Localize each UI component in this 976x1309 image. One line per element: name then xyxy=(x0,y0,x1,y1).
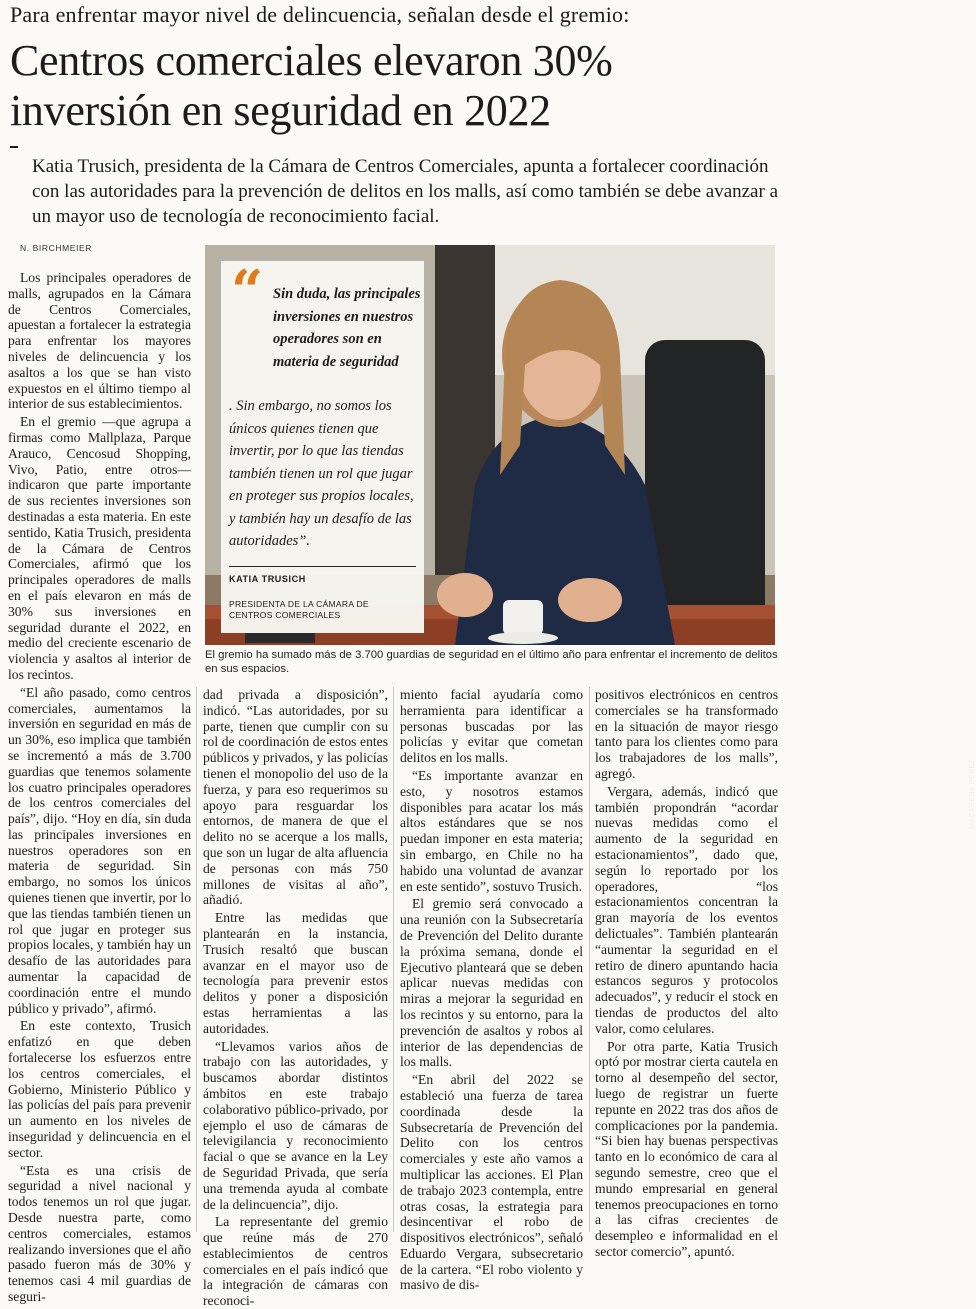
paragraph: Los principales operadores de malls, agrupados en la Cámara de Centros Comerciales, apuestan a fortalecer la estrategia para enfrentar los mayores niveles de delincuencia y los asaltos a los que se han visto expuestos en el último tiempo al interior de sus establecimientos. xyxy=(8,270,191,412)
paragraph: “En abril del 2022 se estableció una fuerza de tarea coordinada desde la Subsecretaría de Prevención del Delito con los centros comerciales y este año vamos a multiplicar las acciones. El Plan de trabajo 2023 contempla, entre otras cosas, la estrategia para desincentivar el robo de dispositivos electrónicos”, señaló Eduardo Vergara, subsecretario de la cartera. “El robo violento y masivo de dis- xyxy=(400,1072,583,1293)
article-headline: Centros comerciales elevaron 30% inversión en seguridad en 2022 xyxy=(10,36,613,135)
paragraph: Vergara, además, indicó que también propondrán “acordar nuevas medidas como el aumento de la seguridad en estacionamientos”, dado que, según lo reportado por los operadores, “los estacionamientos concentran la gran mayoría de los eventos delictuales”. También plantearán “aumentar la seguridad en el retiro de dinero apuntando hacia estancos seguros y protocolos adecuados”, y reducir el stock en tiendas de productos del alto valor, como celulares. xyxy=(595,783,778,1036)
paragraph: El gremio será convocado a una reunión con la Subsecretaría de Prevención del Delito durante la próxima semana, donde el Ejecutivo planteará que se deben aplicar nuevas medidas con miras a mejorar la seguridad en los recintos y su entorno, para la prevención de asaltos y robos al interior de las dependencias de los malls. xyxy=(400,896,583,1070)
quote-emphasis: Sin duda, las principales inversiones en nuestros operadores son en materia de seguridad xyxy=(273,286,421,370)
paragraph: dad privada a disposición”, indicó. “Las autoridades, por su parte, tienen que cumplir con su rol de coordinación de estos entes públicos y privados, y las policías tienen el monopolio del uso de la fuerza, y para eso requerimos su apoyo para resguardar los entornos, de manera de que el delito no se acerque a los malls, que son un lugar de alta afluencia de personas con más 750 millones de visitas al año”, añadió. xyxy=(203,687,388,908)
quote-text-bold xyxy=(273,283,421,373)
body-column-3 xyxy=(400,687,583,1293)
column-divider xyxy=(589,687,590,1232)
column-divider xyxy=(196,687,197,1232)
paragraph: miento facial ayudaría como herramienta para identificar a personas buscadas por las policías y evitar que cometan delitos en los malls. xyxy=(400,687,583,766)
photo-caption: El gremio ha sumado más de 3.700 guardias de seguridad en el último año para enfrentar el incremento de delitos en sus espacios. xyxy=(205,649,778,675)
paragraph: Entre las medidas que plantearán en la instancia, Trusich resaltó que buscan avanzar en el mayor uso de tecnología para prevenir estos delitos y poner a disposición estas herramientas a las autoridades. xyxy=(203,910,388,1036)
column-divider xyxy=(393,687,394,1232)
quote-text: . Sin embargo, no somos los únicos quienes tienen que invertir, por lo que las tiendas también tienen un rol que jugar en proteger sus propios locales, y también hay un desafío de las autoridades”. xyxy=(229,398,414,549)
paragraph: “Esta es una crisis de seguridad a nivel nacional y todos tenemos un rol que jugar. Desde nuestra parte, como centros comerciales, estamos realizando inversiones que el año pasado fueron más de 30% y tenemos casi 4 mil guardias de seguri- xyxy=(8,1162,191,1304)
paragraph: “El año pasado, como centros comerciales, aumentamos la inversión en seguridad en más de un 30%, eso implica que también se incrementó a más de 3.700 guardias que tenemos solamente los cuatro principales operadores de los centros comerciales del país”, dijo. “Hoy en día, sin duda las principales inversiones en nuestros operadores son en materia de seguridad. Sin embargo, no somos los únicos quienes tienen que invertir, por lo que las tiendas también tienen un rol que jugar en proteger sus propios locales, y también hay un desafío de las autoridades para aumentar la capacidad de coordinación entre el mundo público y privado”, afirmó. xyxy=(8,684,191,1016)
quote-author-role: PRESIDENTA DE LA CÁMARA DE CENTROS COMERCIALES xyxy=(229,599,369,620)
paragraph: En este contexto, Trusich enfatizó en que deben fortalecerse los esfuerzos entre los centros comerciales, el Gobierno, Ministerio Público y las policías del país para prevenir un aumento en los niveles de inseguridad y delincuencia en el sector. xyxy=(8,1018,191,1160)
byline: N. BIRCHMEIER xyxy=(20,243,93,253)
paragraph: Por otra parte, Katia Trusich optó por mostrar cierta cautela en torno al desempeño del sector, luego de registrar un fuerte repunte en 2022 tras dos años de complicaciones por la pandemia. “Si bien hay buenas perspectivas tanto en lo económico de cara al segundo semestre, creo que el mundo empresarial en general tenemos preocupaciones en torno a las cifras crecientes de desempleo e informalidad en el sector comercio”, apuntó. xyxy=(595,1038,778,1259)
paragraph: La representante del gremio que reúne más de 270 establecimientos de centros comerciales en el país indicó que la integración de cámaras con reconoci- xyxy=(203,1214,388,1309)
paragraph: “Llevamos varios años de trabajo con las autoridades, y buscamos abordar distintos ámbitos en este trabajo colaborativo público-privado, por ejemplo el uso de cámaras de televigilancia y reconocimiento facial o que se avance en la Ley de Seguridad Privada, que sería una tremenda ayuda al combate de la delincuencia”, dijo. xyxy=(203,1038,388,1212)
body-column-2 xyxy=(203,687,388,1309)
lead-marker xyxy=(10,146,18,148)
article-kicker: Para enfrentar mayor nivel de delincuencia, señalan desde el gremio: xyxy=(10,2,630,27)
paragraph: En el gremio —que agrupa a firmas como Mallplaza, Parque Arauco, Cencosud Shopping, Vivo, Patio, entre otros— indicaron que parte importante de sus recientes inversiones son destinadas a esta materia. En este sentido, Katia Trusich, presidenta de la Cámara de Centros Comerciales, afirmó que los principales operadores de malls en el país elevaron en más de 30% sus inversiones en seguridad durante el 2022, en medio del creciente escenario de violencia y asaltos al interior de los recintos. xyxy=(8,414,191,682)
quote-author: KATIA TRUSICH xyxy=(229,574,306,584)
quote-divider xyxy=(229,566,416,567)
paragraph: “Es importante avanzar en esto, y nosotros estamos disponibles para acatar los más altos estándares que se nos puedan imponer en esta materia; sin embargo, en Chile no ha habido una voluntad de avanzar en este sentido”, sostuvo Trusich. xyxy=(400,767,583,894)
body-column-1 xyxy=(8,270,191,1304)
article-lead: Katia Trusich, presidenta de la Cámara de Centros Comerciales, apunta a fortalecer coordinación con las autoridades para la prevención de delitos en los malls, así como también se debe avanzar a un mayor uso de tecnología de reconocimiento facial. xyxy=(32,156,779,227)
pull-quote xyxy=(221,258,424,633)
quote-mark-icon: “ xyxy=(231,258,264,324)
body-column-4 xyxy=(595,687,778,1259)
paragraph: positivos electrónicos en centros comerciales se ha transformado en la situación de mayor riesgo tanto para los clientes como para los trabajadores de los malls”, agregó. xyxy=(595,687,778,781)
photo-credit: MACARENA PÉREZ xyxy=(969,758,976,829)
